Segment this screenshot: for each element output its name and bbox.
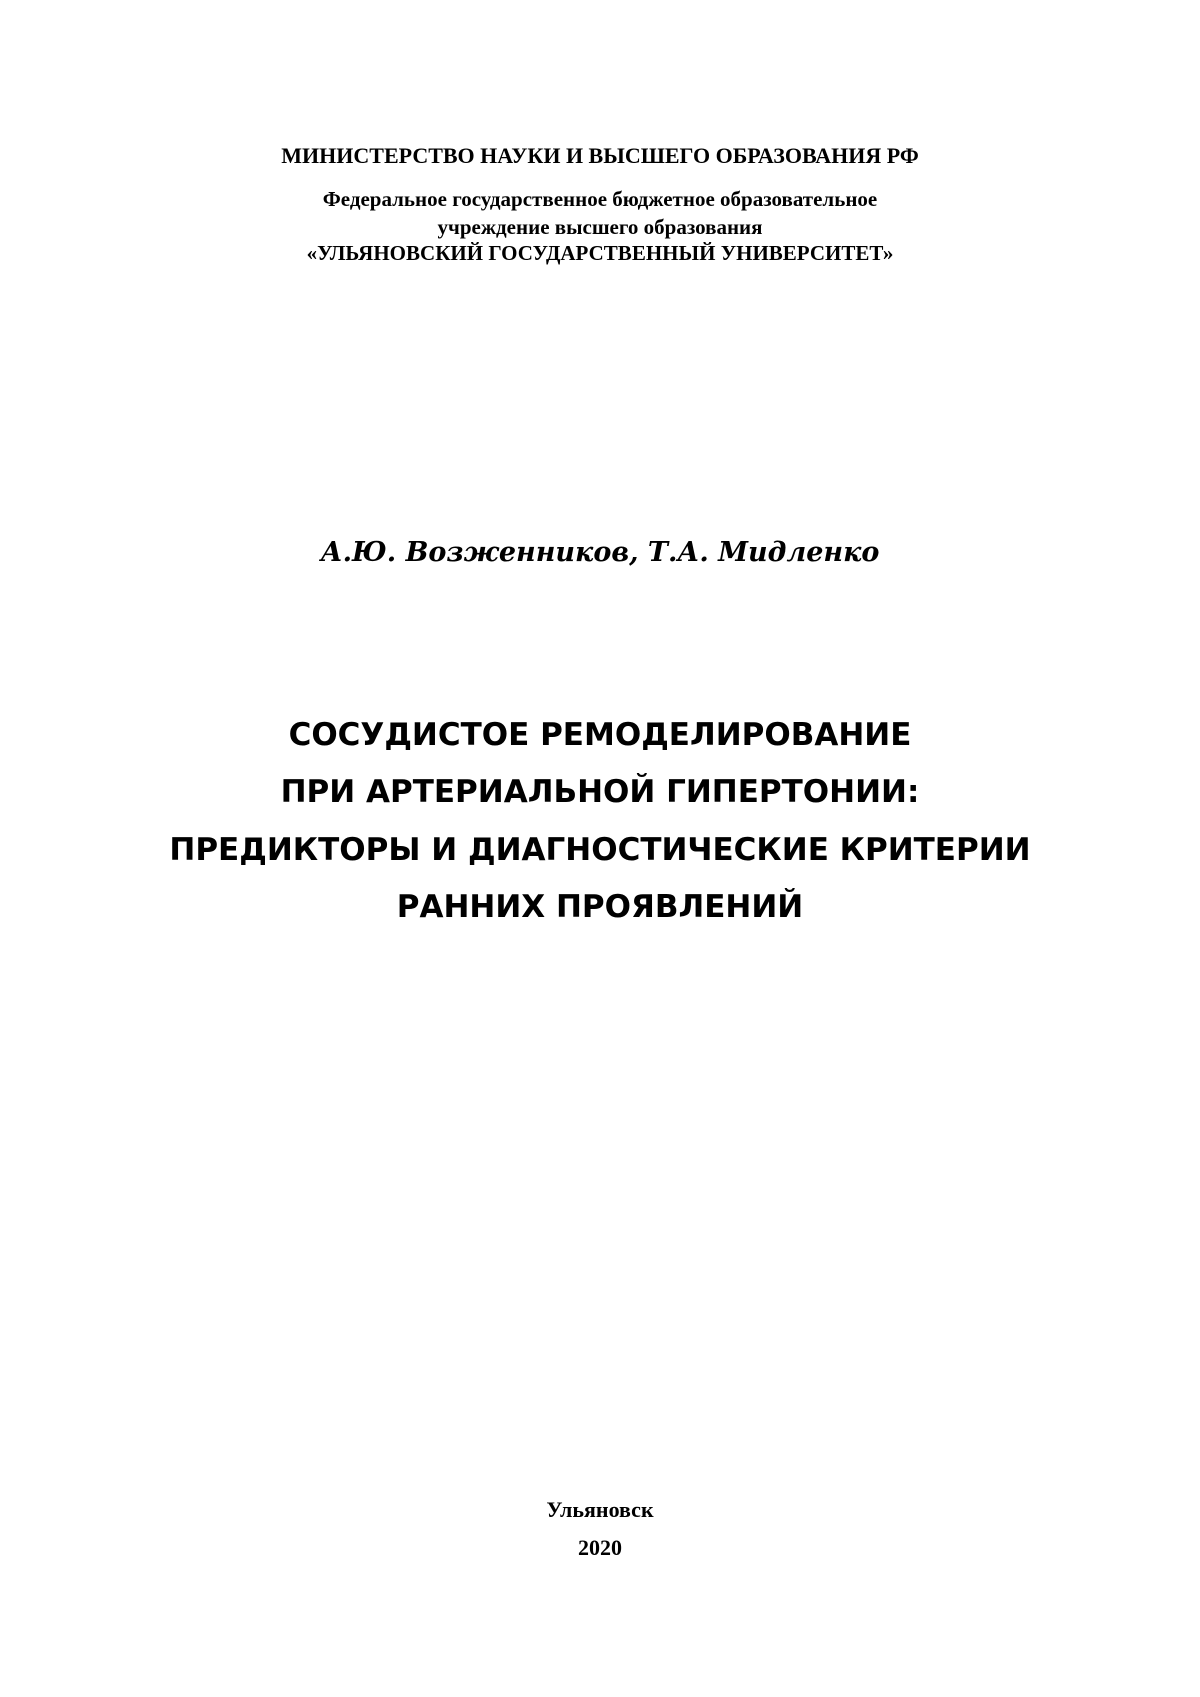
authors: А.Ю. Возженников, Т.А. Мидленко: [320, 537, 880, 568]
book-title-line-2: ПРИ АРТЕРИАЛЬНОЙ ГИПЕРТОНИИ:: [280, 774, 920, 810]
ministry-heading: МИНИСТЕРСТВО НАУКИ И ВЫСШЕГО ОБРАЗОВАНИЯ РФ: [281, 143, 919, 168]
publication-city: Ульяновск: [546, 1497, 654, 1522]
institution-line-1: Федеральное государственное бюджетное образовательное: [322, 187, 878, 211]
book-title-line-3: ПРЕДИКТОРЫ И ДИАГНОСТИЧЕСКИЕ КРИТЕРИИ: [169, 832, 1031, 868]
book-title-line-1: СОСУДИСТОЕ РЕМОДЕЛИРОВАНИЕ: [288, 717, 912, 753]
institution-line-3: «УЛЬЯНОВСКИЙ ГОСУДАРСТВЕННЫЙ УНИВЕРСИТЕТ»: [306, 241, 894, 265]
institution-line-2: учреждение высшего образования: [437, 215, 763, 239]
publication-year: 2020: [578, 1535, 622, 1560]
book-title-line-4: РАННИХ ПРОЯВЛЕНИЙ: [396, 889, 804, 925]
